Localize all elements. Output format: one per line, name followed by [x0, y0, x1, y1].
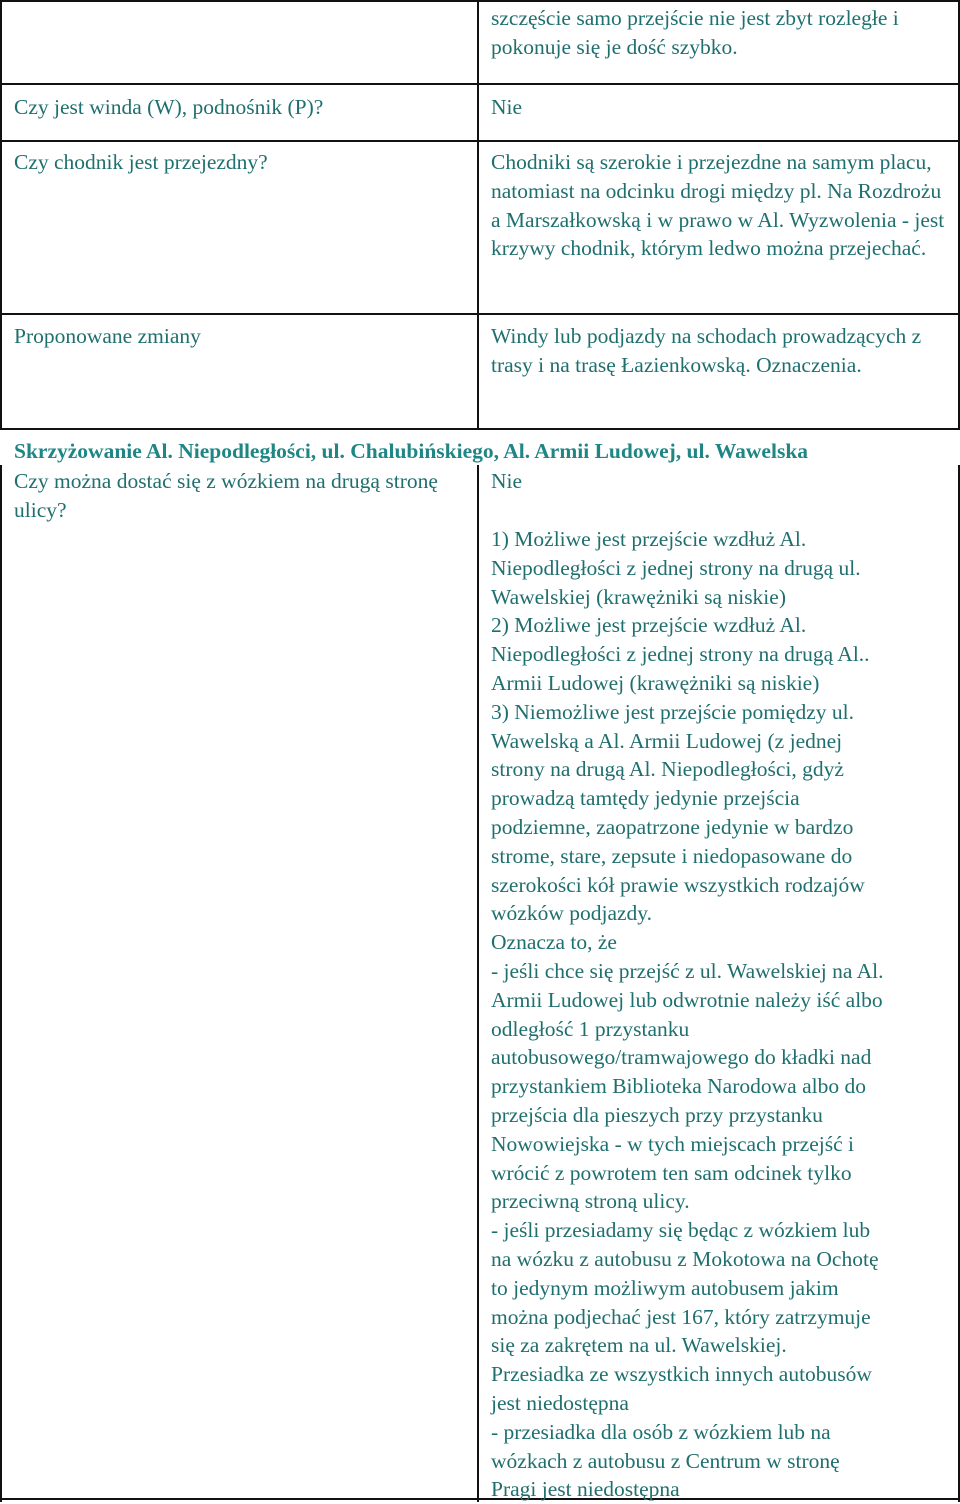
table1-column-divider — [477, 0, 479, 430]
table2-left-border — [0, 465, 2, 1502]
answer-crossing-short: Nie — [491, 469, 523, 493]
answer-crossing-details: 1) Możliwe jest przejście wzdłuż Al. Niepodległości z jednej strony na drugą ul. Wawelskiej (krawężniki są niskie) 2) Możliwe jest przejście wzdłuż Al. Niepodległości z jednej strony na drugą Al.. Armii Ludowej (krawężniki są niskie) 3) Niemożliwe jest przejście pomiędzy ul. Wawelską a Al. Armii Ludowej (z jednej strony na drugą Al. Niepodległości, gdyż prowadzą tamtędy jedynie przejścia podziemne, zaopatrzone jedynie w bardzo strome, stare, zepsute i niedopasowane do szerokości kół prawie wszystkich rodzajów wózków podjazdy. Oznacza to, że - jeśli chce się przejść z ul. Wawelskiej na Al. Armii Ludowej lub odwrotnie należy iść albo odległość 1 przystanku autobusowego/tramwajowego do kładki nad przystankiem Biblioteka Narodowa albo do przejścia dla pieszych przy przystanku Nowowiejska - w tych miejscach przejść i wrócić z powrotem ten sam odcinek tylko przeciwną stroną ulicy. - jeśli przesiadamy się będąc z wózkiem lub na wózku z autobusu z Mokotowa na Ochotę to jedynym możliwym autobusem jakim można podjechać jest 167, który zatrzymuje się za zakrętem na ul. Wawelskiej. Przesiadka ze wszystkich innych autobusów jest niedostępna - przesiadka dla osób z wózkiem lub na wózkach z autobusu z Centrum w stronę Pragi jest niedostępna — [491, 527, 884, 1502]
table1-bottom-border — [0, 428, 960, 430]
table1-row-divider — [0, 83, 960, 85]
question-sidewalk: Czy chodnik jest przejezdny? — [14, 150, 268, 174]
table1-row-divider — [0, 140, 960, 142]
answer-proposed-changes: Windy lub podjazdy na schodach prowadzących z trasy i na trasę Łazienkowską. Oznaczenia. — [491, 324, 922, 377]
question-crossing: Czy można dostać się z wózkiem na drugą stronę ulicy? — [14, 469, 438, 522]
answer-elevator: Nie — [491, 95, 523, 119]
table1-row-divider — [0, 313, 960, 315]
question-elevator: Czy jest winda (W), podnośnik (P)? — [14, 95, 324, 119]
section-heading: Skrzyżowanie Al. Niepodległości, ul. Chalubińskiego, Al. Armii Ludowej, ul. Wawelska — [14, 439, 809, 463]
table1-top-border — [0, 0, 960, 2]
table2-column-divider — [477, 465, 479, 1502]
table1-left-border — [0, 0, 2, 430]
question-proposed-changes: Proponowane zmiany — [14, 324, 201, 348]
table1-continuation-text: szczęście samo przejście nie jest zbyt rozległe i pokonuje się je dość szybko. — [491, 6, 899, 59]
answer-sidewalk: Chodniki są szerokie i przejezdne na samym placu, natomiast na odcinku drogi między pl. Na Rozdrożu a Marszałkowską i w prawo w Al. Wyzwolenia - jest krzywy chodnik, którym ledwo można przejechać. — [491, 150, 945, 261]
